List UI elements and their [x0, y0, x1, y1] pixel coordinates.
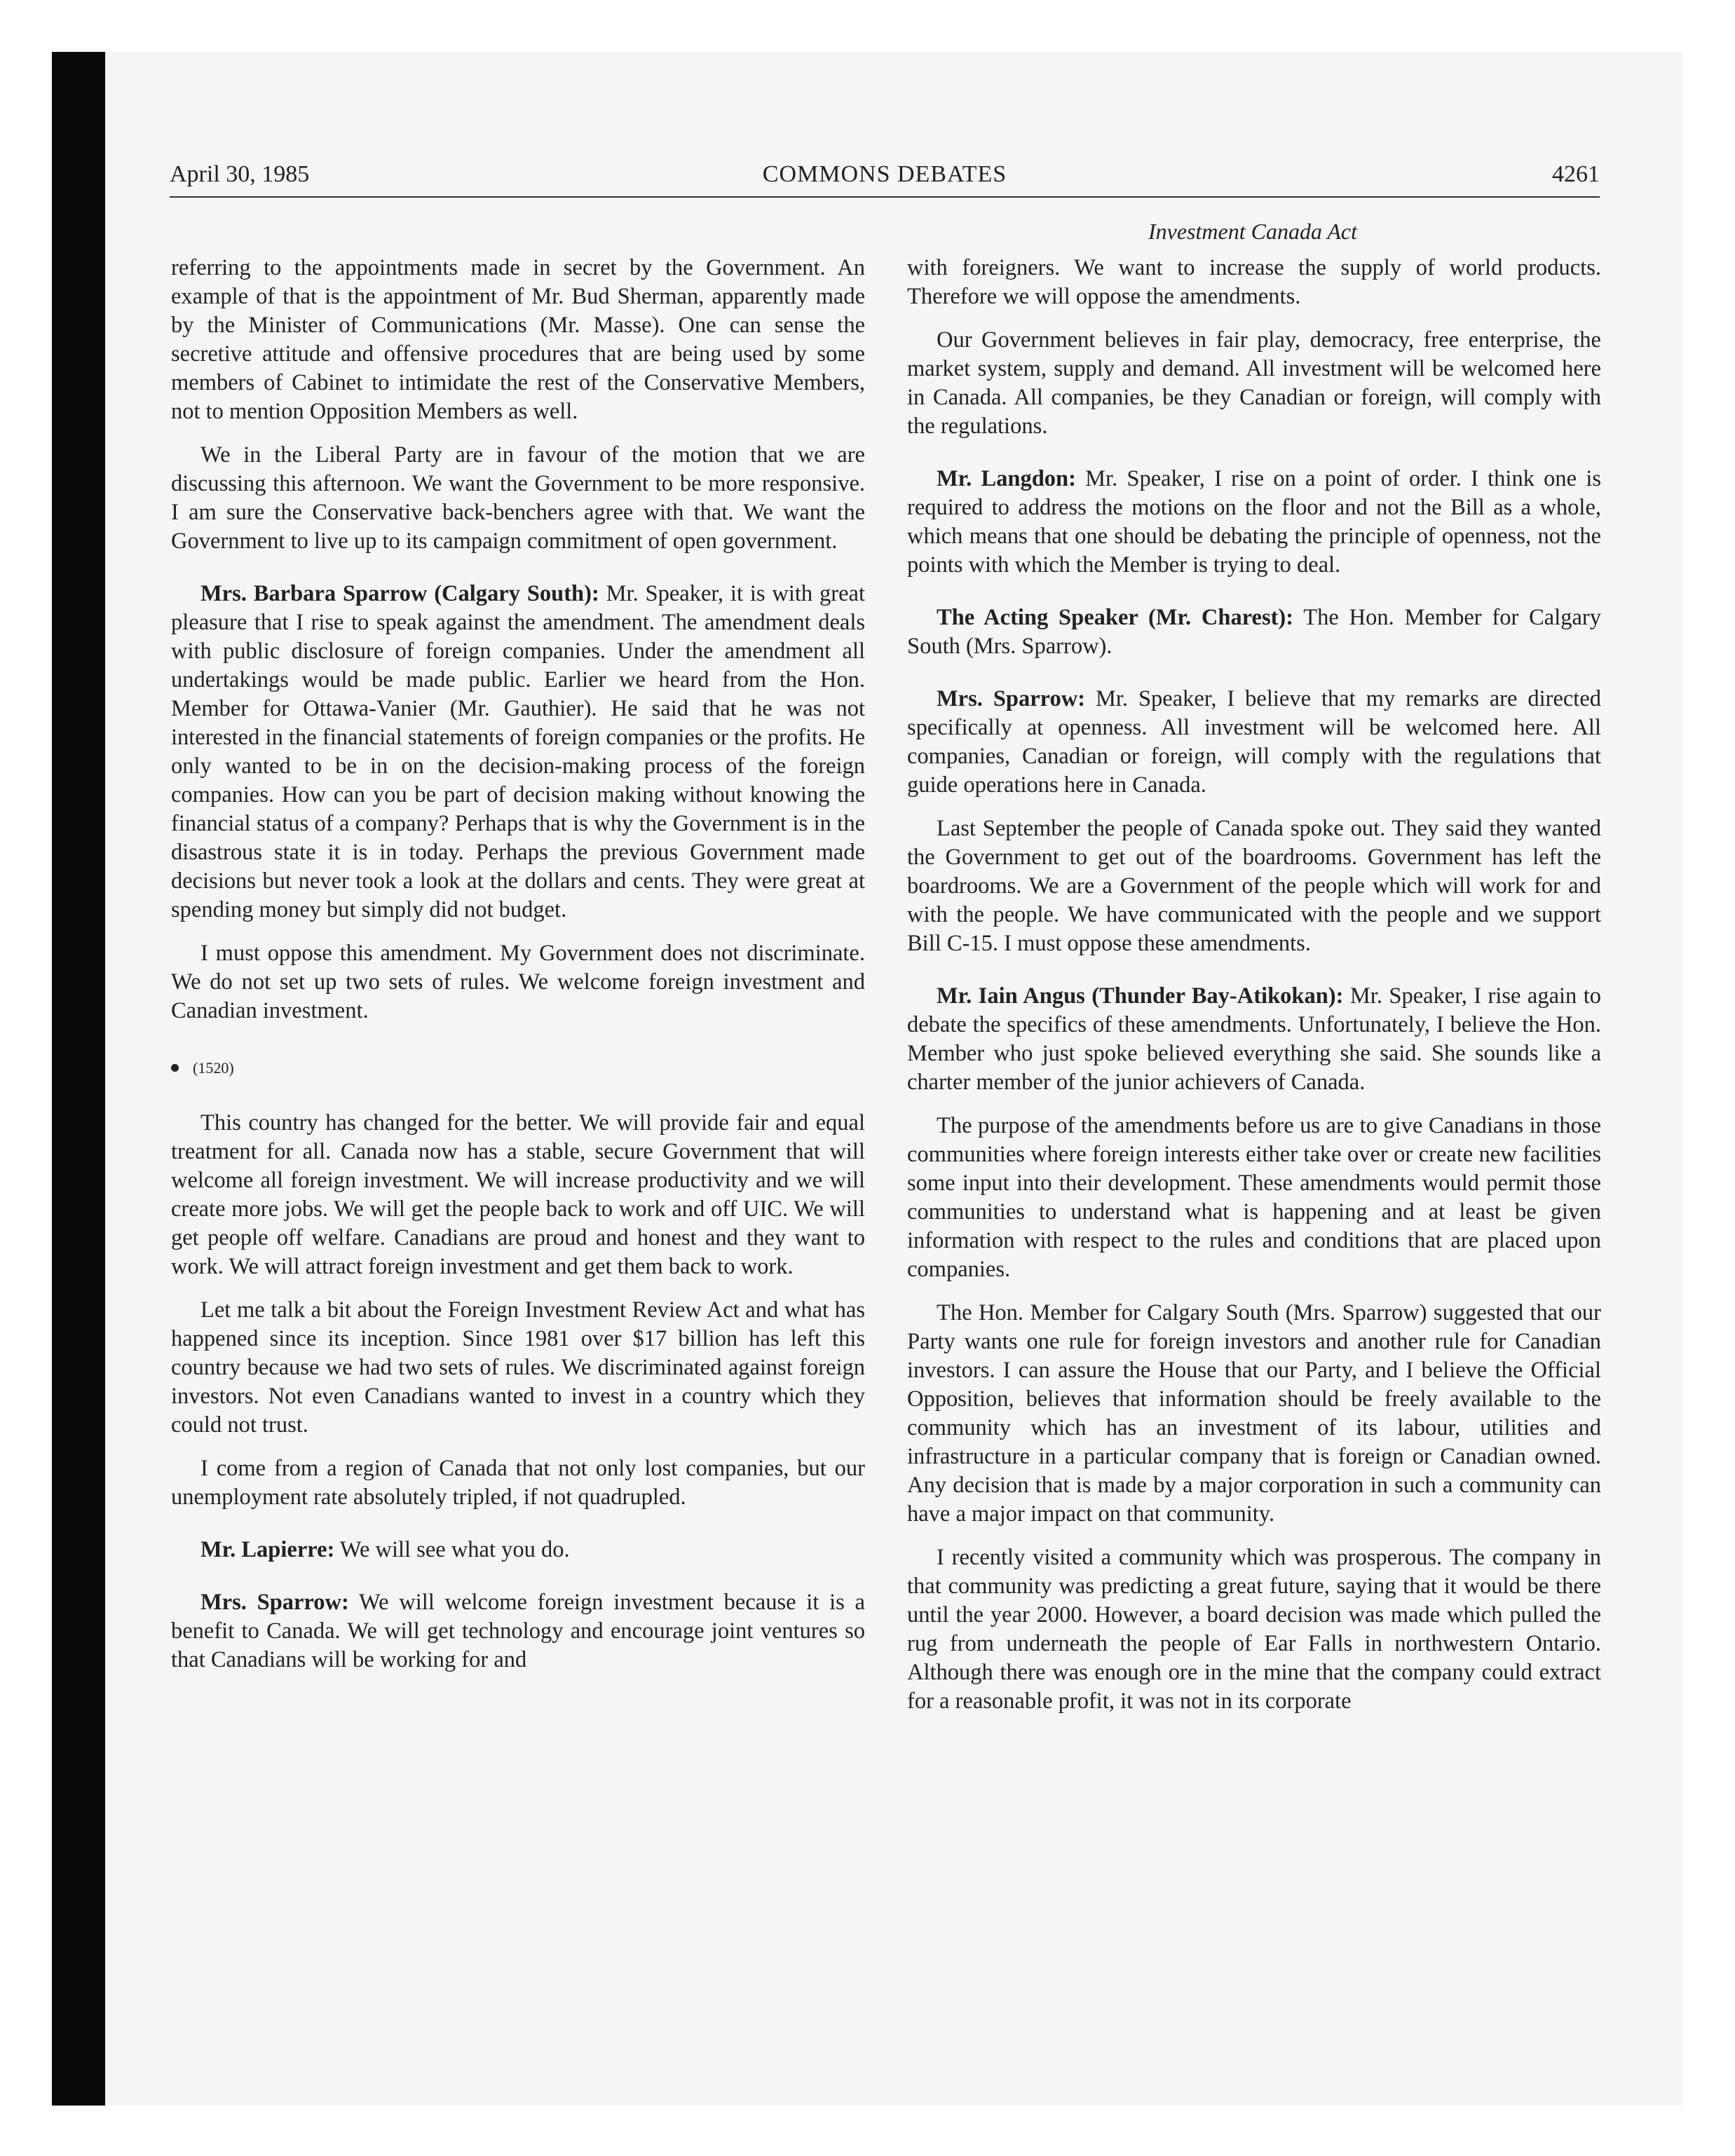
header-page-number: 4261: [1552, 161, 1600, 187]
running-header: [170, 161, 1600, 195]
paragraph: I must oppose this amendment. My Government does not discriminate. We do not set up two sets of rules. We welcome foreign investment and Canadian investment.: [171, 941, 865, 1023]
speech-text: Mr. Speaker, I rise again to debate the specifics of these amendments. Unfortunately, I believe the Hon. Member who just spoke believed everything she said. She sounds like a charter member of the junior achievers of Canada.: [907, 983, 1601, 1095]
speaker-name: Mrs. Sparrow:: [200, 1590, 349, 1615]
paragraph: referring to the appointments made in secret by the Government. An example of that is the appointment of Mr. Bud Sherman, apparently made by the Minister of Communications (Mr. Masse). One can sense the secretive attitude and offensive procedures that are being used by some members of Cabinet to intimidate the rest of the Conservative Members, not to mention Opposition Members as well.: [171, 255, 865, 424]
speech-paragraph: [907, 685, 1601, 800]
paragraph: I recently visited a community which was prosperous. The company in that community was predicting a great future, saying that it would be there until the year 2000. However, a board decision was made which pulled the rug from underneath the people of Ear Falls in northwestern Ontario. Although there was enough ore in the mine that the company could extract for a reasonable profit, it was not in its corporate: [907, 1545, 1601, 1714]
header-date: April 30, 1985: [170, 161, 310, 187]
left-column: [171, 254, 865, 1689]
timestamp: [171, 1053, 865, 1082]
bullet-icon: [171, 1064, 179, 1072]
scan-edge-bar: [52, 52, 105, 2106]
paragraph: This country has changed for the better. We will provide fair and equal treatment for all. Canada now has a stable, secure Government that will welcome all foreign investment. We will increase productivity and we will create more jobs. We will get the people back to work and off UIC. We will get people off welfare. Canadians are proud and honest and they want to work. We will attract foreign investment and get them back to work.: [171, 1110, 865, 1279]
speech-text: Mr. Speaker, it is with great pleasure that I rise to speak against the amendment. The amendment deals with public disclosure of foreign companies. Under the amendment all undertakings would be made public. Earlier we heard from the Hon. Member for Ottawa-Vanier (Mr. Gauthier). He said that he was not interested in the financial statements of foreign companies or the profits. He only wanted to be in on the decision-making process of the foreign companies. How can you be part of decision making without knowing the financial status of a company? Perhaps that is why the Government is in the disastrous state it is in today. Perhaps the previous Government made decisions but never took a look at the dollars and cents. They were great at spending money but simply did not budget.: [171, 581, 865, 922]
paragraph: Our Government believes in fair play, democracy, free enterprise, the market system, supply and demand. All investment will be welcomed here in Canada. All companies, be they Canadian or foreign, will comply with the regulations.: [907, 327, 1601, 439]
paragraph: The Hon. Member for Calgary South (Mrs. Sparrow) suggested that our Party wants one rule for foreign investors and another rule for Canadian investors. I can assure the House that our Party, and I believe the Official Opposition, believes that information should be freely available to the community which has an investment of its labour, utilities and infrastructure in a particular company that is foreign or Canadian owned. Any decision that is made by a major corporation in such a community can have a major impact on that community.: [907, 1300, 1601, 1527]
speech-text: Mr. Speaker, I believe that my remarks are directed specifically at openness. All investment will be welcomed here. All companies, Canadian or foreign, will comply with the regulations that guide operations here in Canada.: [907, 686, 1601, 798]
speech-text: We will welcome foreign investment because it is a benefit to Canada. We will get technology and encourage joint ventures so that Canadians will be working for and: [171, 1590, 865, 1672]
speech-paragraph: [171, 580, 865, 925]
paragraph: with foreigners. We want to increase the supply of world products. Therefore we will oppose the amendments.: [907, 255, 1601, 309]
header-rule: [170, 196, 1600, 198]
paragraph: I come from a region of Canada that not only lost companies, but our unemployment rate absolutely tripled, if not quadrupled.: [171, 1456, 865, 1510]
speech-paragraph: [171, 1536, 865, 1564]
paragraph: We in the Liberal Party are in favour of the motion that we are discussing this afternoon. We want the Government to be more responsive. I am sure the Conservative back-benchers agree with that. We want the Government to live up to its campaign commitment of open government.: [171, 442, 865, 554]
paragraph: Last September the people of Canada spoke out. They said they wanted the Government to get out of the boardrooms. Government has left the boardrooms. We are a Government of the people which will work for and with the people. We have communicated with the people and we support Bill C-15. I must oppose these amendments.: [907, 816, 1601, 956]
speech-text: The Hon. Member for Calgary South (Mrs. Sparrow).: [907, 605, 1602, 659]
speaker-name: Mrs. Sparrow:: [937, 686, 1086, 711]
header-publication: COMMONS DEBATES: [762, 161, 1007, 187]
speech-paragraph: [907, 465, 1601, 580]
speaker-name: The Acting Speaker (Mr. Charest):: [937, 605, 1294, 630]
speaker-name: Mr. Lapierre:: [200, 1537, 335, 1562]
speaker-name: Mrs. Barbara Sparrow (Calgary South):: [200, 581, 599, 606]
speech-text: We will see what you do.: [339, 1537, 570, 1562]
speaker-name: Mr. Langdon:: [937, 466, 1076, 491]
speech-paragraph: [907, 603, 1601, 661]
timestamp-text: (1520): [193, 1059, 234, 1077]
speaker-name: Mr. Iain Angus (Thunder Bay-Atikokan):: [937, 983, 1344, 1009]
speech-text: Mr. Speaker, I rise on a point of order. I think one is required to address the motions on the floor and not the Bill as a whole, which means that one should be debating the principle of openness, not the points with which the Member is trying to deal.: [907, 466, 1601, 578]
section-title: Investment Canada Act: [1148, 219, 1357, 244]
paragraph: Let me talk a bit about the Foreign Investment Review Act and what has happened since its inception. Since 1981 over $17 billion has left this country because we had two sets of rules. We discriminated against foreign investors. Not even Canadians wanted to invest in a country which they could not trust.: [171, 1297, 865, 1438]
paragraph: The purpose of the amendments before us are to give Canadians in those communities where foreign interests either take over or create new facilities some input into their development. These amendments would permit those communities to understand what is happening and at least be given information with respect to the rules and conditions that are placed upon companies.: [907, 1113, 1601, 1282]
speech-paragraph: [171, 1588, 865, 1674]
speech-paragraph: [907, 982, 1601, 1097]
right-column: [907, 254, 1601, 1731]
